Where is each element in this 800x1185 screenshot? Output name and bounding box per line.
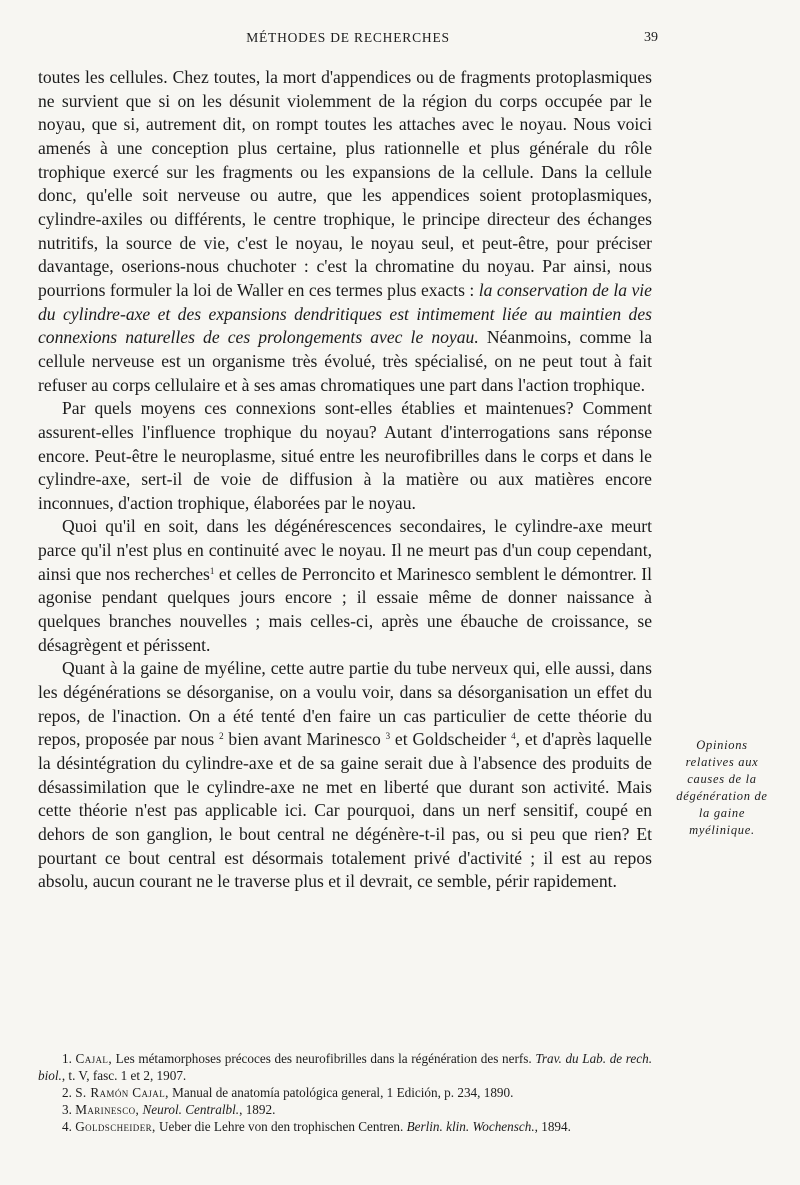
waller-law-italic: la conservation de la vie du cylindre-axe et des expansions dendritiques est intimement liée au maintien des connexions naturelles de ces prolongements avec le noyau. [38, 279, 652, 348]
paragraph-4-text-c: et Goldscheider [390, 729, 507, 750]
paragraph-4 [38, 657, 652, 894]
footnote-author: Cajal, [75, 1051, 113, 1066]
footnote-number: 1. [62, 1051, 72, 1066]
footnote-4 [38, 1118, 652, 1135]
footnote-2 [38, 1084, 652, 1101]
footnote-text: Les métamorphoses précoces des neurofibrilles dans la régénération des nerfs. [112, 1051, 536, 1066]
footnote-ref-1[interactable]: 1 [209, 565, 215, 576]
main-text [38, 66, 652, 894]
footnote-author: S. Ramón Cajal, [75, 1085, 169, 1100]
footnote-ref-3[interactable]: 3 [385, 731, 391, 742]
paragraph-3-text: Quoi qu'il en soit, dans les dégénérescences secondaires, le cylindre-axe meurt parce qu'il n'est plus en continuité avec le noyau. Il ne meurt pas d'un coup cependant, ainsi que nos recherches [38, 516, 652, 584]
footnote-number: 2. [62, 1085, 72, 1100]
footnote-text: Ueber die Lehre von den trophischen Centren. [155, 1119, 407, 1134]
running-header [38, 28, 658, 50]
footnote-rest: , 1894. [534, 1119, 571, 1134]
paragraph-3-text-end: et celles de Perroncito et Marinesco semblent le démontrer. Il agonise pendant quelques jours encore ; il essaie même de donner naissance à quelques branches nouvelles ; mais celles-ci, après une ébauche de croissance, se désagrègent et périssent. [38, 563, 652, 655]
footnote-ref-4[interactable]: 4 [511, 731, 516, 742]
paragraph-3 [38, 515, 652, 657]
footnote-rest: , t. V, fasc. 1 et 2, 1907. [61, 1068, 187, 1083]
footnote-journal: Berlin. klin. Wochensch. [406, 1119, 535, 1134]
footnote-journal: Neurol. Centralbl. [142, 1102, 240, 1117]
paragraph-4-text-d: , et d'après laquelle la désintégration du cylindre-axe et de sa gaine serait due à l'absence des produits de désassimilation que le cylindre-axe ne met en liberté que durant son activité. Mais cette théorie n'est pas applicable ici. Car pourquoi, dans un nerf sensitif, coupé en dehors de son ganglion, le bout central ne dégénère-t-il pas, ou si peu que rien? Et pourtant ce bout central est désormais totalement privé d'activité ; il est au repos absolu, aucun courant ne le traverse plus et il devrait, ce semble, périr rapidement. [38, 729, 652, 892]
paragraph-1-text-end: Néanmoins, comme la cellule nerveuse est un organisme très évolué, très spécialisé, on ne peut tout à fait refuser au corps cellulaire et à ses amas chromatiques une part dans l'action trophique. [38, 327, 653, 395]
margin-note: Opinions relatives aux causes de la dégénération de la gaine myélinique. [676, 738, 768, 837]
footnote-author: Goldscheider, [75, 1119, 156, 1134]
running-title: MÉTHODES DE RECHERCHES [246, 30, 450, 45]
footnote-ref-2[interactable]: 2 [219, 731, 224, 742]
footnote-text: Manual de anatomía patológica general, 1 Edición, p. 234, 1890. [168, 1085, 514, 1100]
paragraph-1 [38, 66, 652, 397]
footnote-number: 3. [62, 1102, 72, 1117]
paragraph-4-text: Quant à la gaine de myéline, cette autre partie du tube nerveux qui, elle aussi, dans les dégénérations se désorganise, on a voulu voir, dans sa désorganisation un effet du repos, de l'inaction. On a été tenté d'en faire un cas particulier de cette théorie du repos, proposée par nous [38, 658, 652, 750]
footnote-1 [38, 1050, 652, 1084]
footnote-number: 4. [62, 1119, 72, 1134]
footnote-journal: Trav. du Lab. de rech. biol. [38, 1051, 653, 1083]
footnote-rest: , 1892. [239, 1102, 276, 1117]
footnote-author: Marinesco, [75, 1102, 140, 1117]
footnotes [38, 1050, 652, 1135]
paragraph-4-text-b: bien avant Marinesco [223, 729, 381, 750]
paragraph-1-text: toutes les cellules. Chez toutes, la mort d'appendices ou de fragments protoplasmiques ne survient que si on les désunit violemment de la région du corps occupée par le noyau, que si, autrement dit, on rompt toutes les attaches avec le noyau. Nous voici amenés à une conception plus certaine, plus rationnelle et plus générale du rôle trophique exercé sur les fragments ou les expansions de la cellule. Dans la cellule donc, qu'elle soit nerveuse ou autre, que les appendices soient protoplasmiques, cylindre-axiles ou différents, le centre trophique, le principe directeur des échanges nutritifs, la source de vie, c'est le noyau, le noyau seul, et peut-être, pour préciser davantage, oserions-nous chuchoter : c'est la chromatine du noyau. Par ainsi, nous pourrions formuler la loi de Waller en ces termes plus exacts : [38, 67, 652, 300]
footnote-3 [38, 1101, 652, 1118]
paragraph-2: Par quels moyens ces connexions sont-elles établies et maintenues? Comment assurent-elles l'influence trophique du noyau? Autant d'interrogations sans réponse encore. Peut-être le neuroplasme, situé entre les neurofibrilles dans le corps et dans le cylindre-axe, sert-il de voie de diffusion à la matière ou aux matières encore inconnues, d'action trophique, élaborées par le noyau. [38, 398, 652, 513]
page-number: 39 [644, 30, 658, 45]
